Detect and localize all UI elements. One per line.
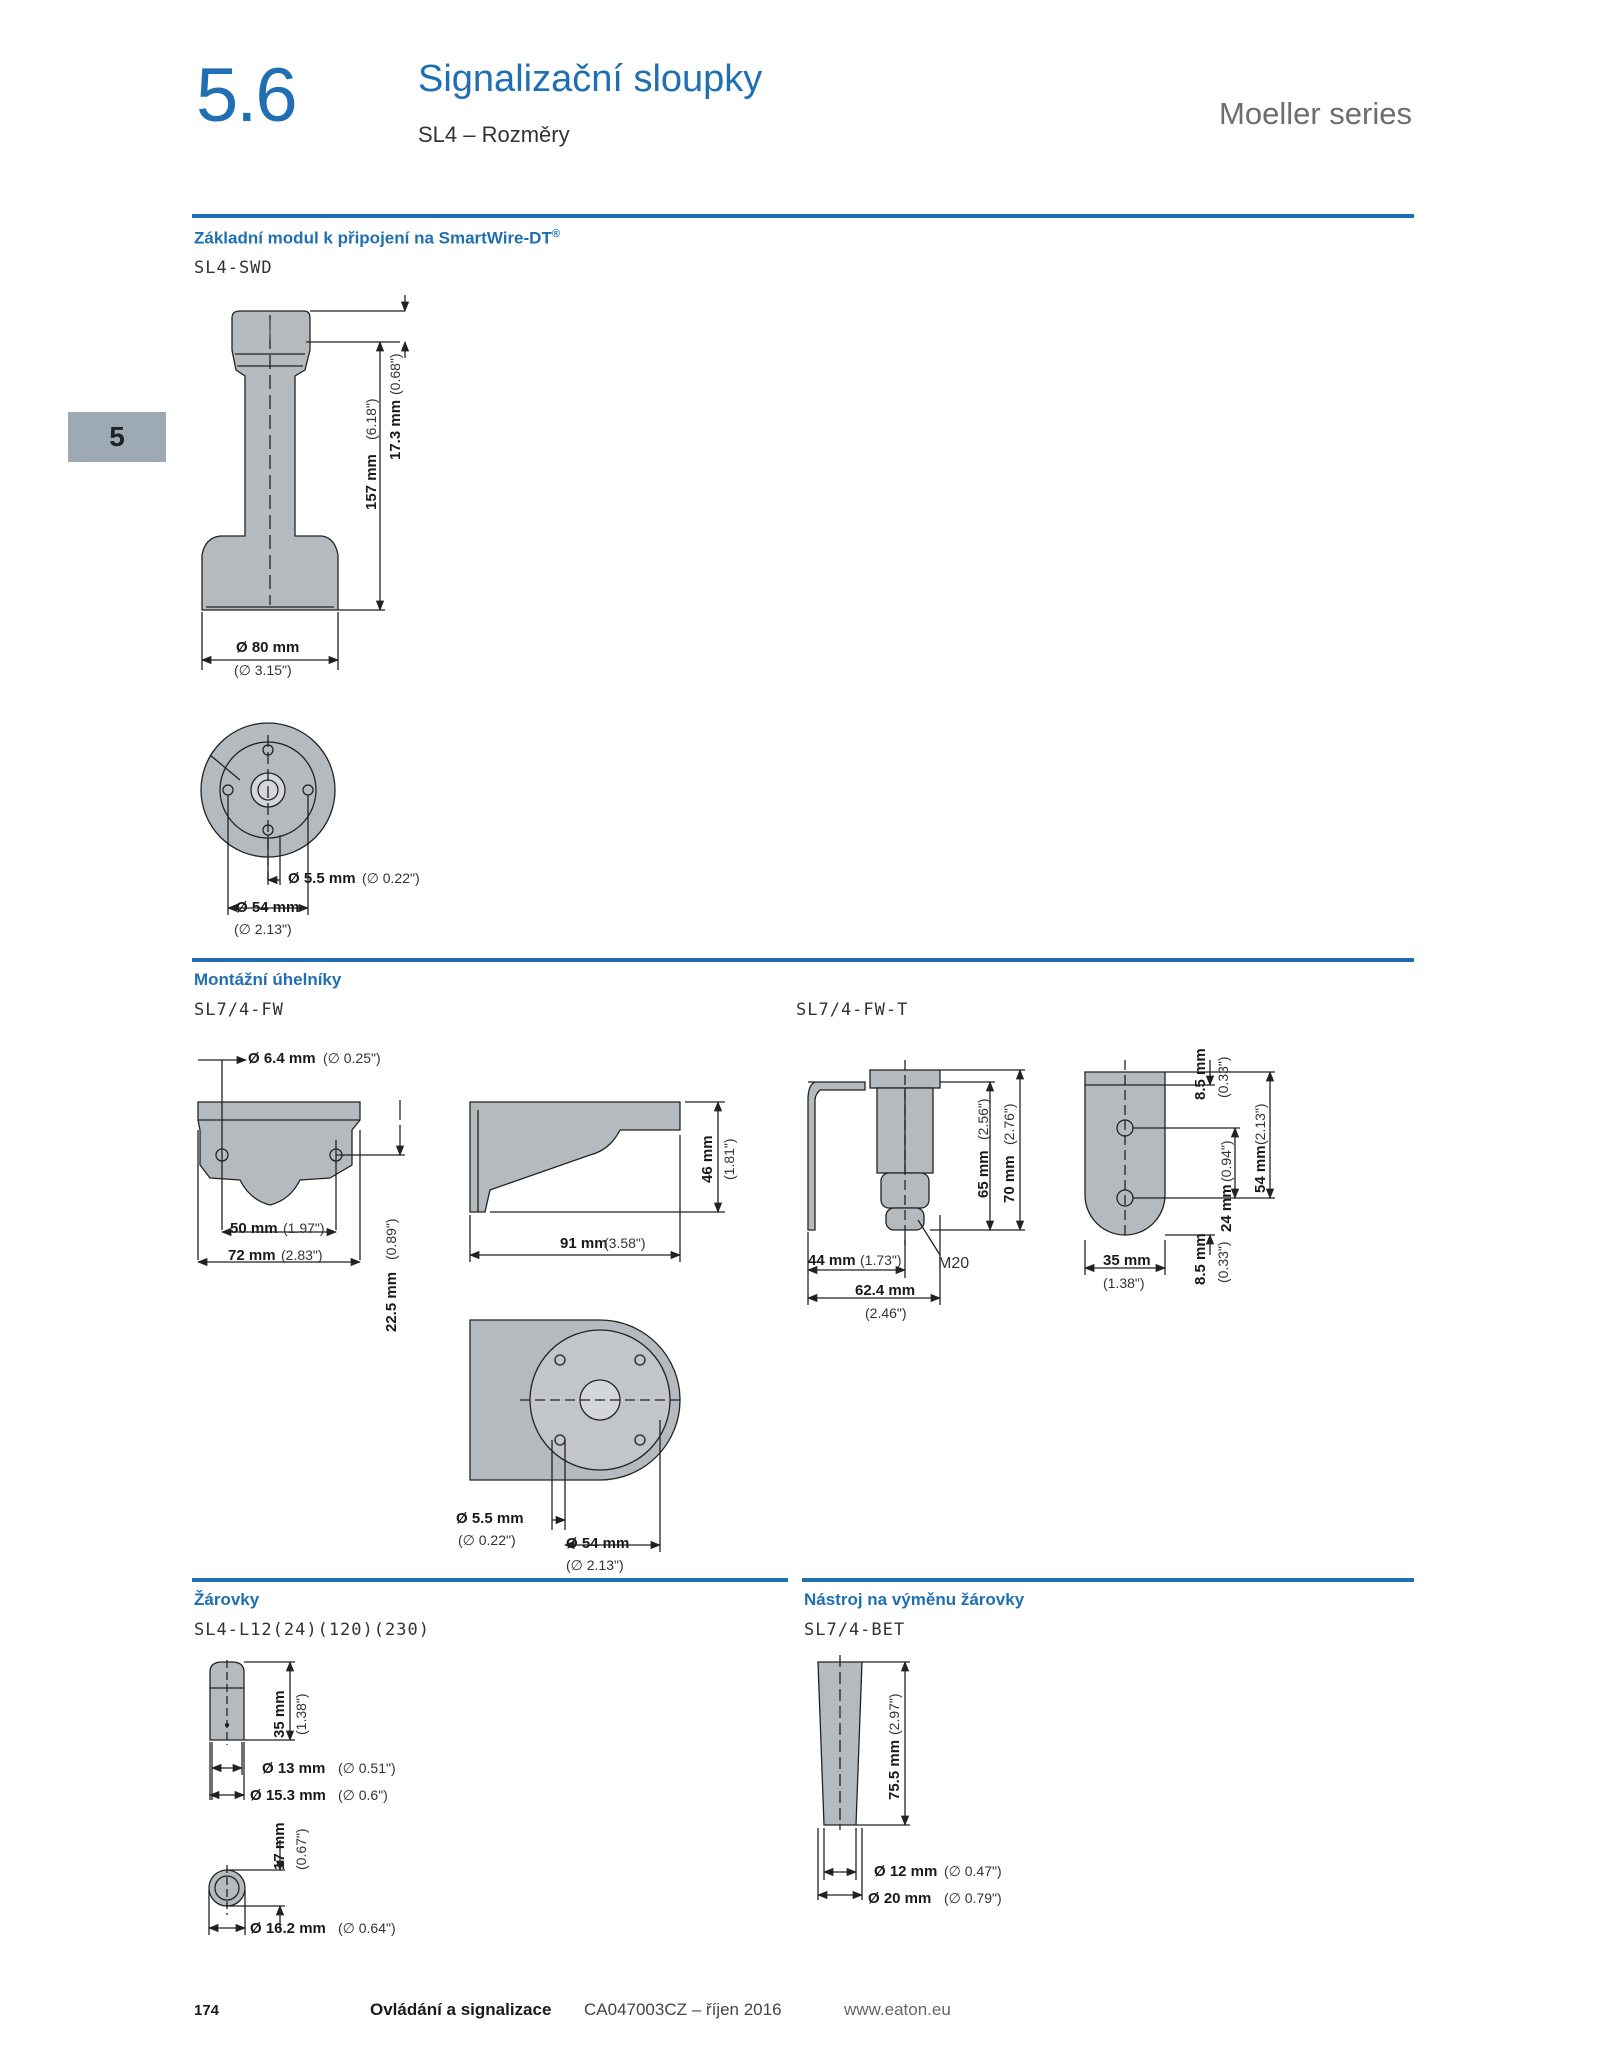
fw-hole: Ø 6.4 mm: [248, 1050, 316, 1067]
fw-hole-in: (∅ 0.25"): [323, 1050, 381, 1066]
fwt-w624-in: (2.46"): [865, 1305, 907, 1321]
divider-bulbs: [192, 1578, 788, 1582]
fwt-t85-in: (0.33"): [1215, 1056, 1231, 1098]
dim-17-3: 17.3 mm: [387, 399, 404, 460]
fw-w50: 50 mm: [230, 1220, 278, 1237]
footer-catalog: CA047003CZ – říjen 2016: [584, 2000, 782, 2019]
fwt-w35: 35 mm: [1103, 1252, 1151, 1269]
fwt-h24-in: (0.94"): [1218, 1140, 1234, 1182]
bulb-h17-in: (0.67"): [293, 1828, 309, 1870]
bulb-d153: Ø 15.3 mm: [250, 1787, 326, 1804]
dim-54-in: (∅ 2.13"): [234, 921, 292, 937]
fw-w72: 72 mm: [228, 1247, 276, 1264]
dim-80: Ø 80 mm: [236, 639, 300, 656]
fw-pcd: Ø 54 mm: [566, 1535, 630, 1552]
tool-d12: Ø 12 mm: [874, 1863, 938, 1880]
dim-17-3-in: (0.68"): [387, 353, 403, 395]
dim-54: Ø 54 mm: [236, 899, 300, 916]
footer-url[interactable]: www.eaton.eu: [844, 2000, 951, 2019]
tool-code: SL7/4-BET: [804, 1620, 906, 1640]
dim-5-5-in: (∅ 0.22"): [362, 870, 420, 886]
dim-5-5: Ø 5.5 mm: [288, 870, 356, 887]
footer-title: Ovládání a signalizace: [370, 2000, 552, 2019]
fwt-w44: 44 mm: [808, 1252, 856, 1269]
fwt-b85: 8.5 mm: [1192, 1233, 1209, 1285]
brackets-code-right: SL7/4-FW-T: [796, 1000, 909, 1020]
base-code: SL4-SWD: [194, 258, 273, 278]
fwt-h70-in: (2.76"): [1001, 1103, 1017, 1145]
fw-w50-in: (1.97"): [283, 1220, 325, 1236]
tool-d20: Ø 20 mm: [868, 1890, 932, 1907]
fwt-m20: M20: [938, 1255, 970, 1272]
fwt-w35-in: (1.38"): [1103, 1275, 1145, 1291]
divider-brackets: [192, 958, 1414, 962]
tool-h755: 75.5 mm: [886, 1739, 903, 1800]
tool-dimension-labels: [868, 1693, 1002, 1907]
fwt-h54-in: (2.13"): [1252, 1103, 1268, 1145]
fwt-h65-in: (2.56"): [975, 1098, 991, 1140]
fw-hole2: Ø 5.5 mm: [456, 1510, 524, 1527]
tool-d12-in: (∅ 0.47"): [944, 1863, 1002, 1879]
fwt-t85: 8.5 mm: [1192, 1048, 1209, 1100]
fwt-h70: 70 mm: [1001, 1155, 1018, 1203]
bulb-d13: Ø 13 mm: [262, 1760, 326, 1777]
tool-h755-in: (2.97"): [886, 1693, 902, 1735]
bulb-d162-in: (∅ 0.64"): [338, 1920, 396, 1936]
bulb-dimension-labels: [250, 1690, 396, 1937]
fw-w91-in: (3.58"): [604, 1235, 646, 1251]
fw-drawings: [198, 1060, 725, 1552]
dim-157-in: (6.18"): [363, 398, 379, 440]
fw-w91: 91 mm: [560, 1235, 608, 1252]
section-number: 5.6: [196, 53, 296, 138]
bulb-d153-in: (∅ 0.6"): [338, 1787, 388, 1803]
fwt-h24: 24 mm: [1218, 1184, 1235, 1232]
fw-h225: 22.5 mm: [383, 1271, 400, 1332]
tool-heading: Nástroj na výměnu žárovky: [804, 1590, 1025, 1609]
fw-h225-in: (0.89"): [383, 1218, 399, 1260]
fw-pcd-in: (∅ 2.13"): [566, 1557, 624, 1573]
fwt-h65: 65 mm: [975, 1150, 992, 1198]
fw-w72-in: (2.83"): [281, 1247, 323, 1263]
fwt-h54: 54 mm: [1252, 1145, 1269, 1193]
bulb-h17: 17 mm: [271, 1822, 288, 1870]
section-subtitle: SL4 – Rozměry: [418, 122, 570, 147]
bulb-d162: Ø 16.2 mm: [250, 1920, 326, 1937]
bulbs-code: SL4-L12(24)(120)(230): [194, 1620, 430, 1640]
chapter-tab: 5: [68, 412, 166, 462]
dim-157: 157 mm: [363, 454, 380, 510]
section-title: Signalizační sloupky: [418, 58, 763, 100]
bulb-h35: 35 mm: [271, 1690, 288, 1738]
bulb-h35-in: (1.38"): [293, 1693, 309, 1735]
fwt-w624: 62.4 mm: [855, 1282, 916, 1299]
dim-80-in: (∅ 3.15"): [234, 662, 292, 678]
fw-hole2-in: (∅ 0.22"): [458, 1532, 516, 1548]
fwt-w44-in: (1.73"): [860, 1252, 902, 1268]
bulb-d13-in: (∅ 0.51"): [338, 1760, 396, 1776]
fwt-b85-in: (0.33"): [1215, 1241, 1231, 1283]
tool-d20-in: (∅ 0.79"): [944, 1890, 1002, 1906]
divider-tool: [802, 1578, 1414, 1582]
base-heading: Základní modul k připojení na SmartWire-DT®: [194, 228, 560, 248]
brackets-heading: Montážní úhelníky: [194, 970, 342, 989]
page-number: 174: [194, 2002, 220, 2019]
series-label: Moeller series: [1219, 96, 1412, 131]
fw-h46: 46 mm: [699, 1135, 716, 1183]
bulbs-heading: Žárovky: [194, 1590, 260, 1609]
brackets-code-left: SL7/4-FW: [194, 1000, 284, 1020]
fw-h46-in: (1.81"): [721, 1138, 737, 1180]
